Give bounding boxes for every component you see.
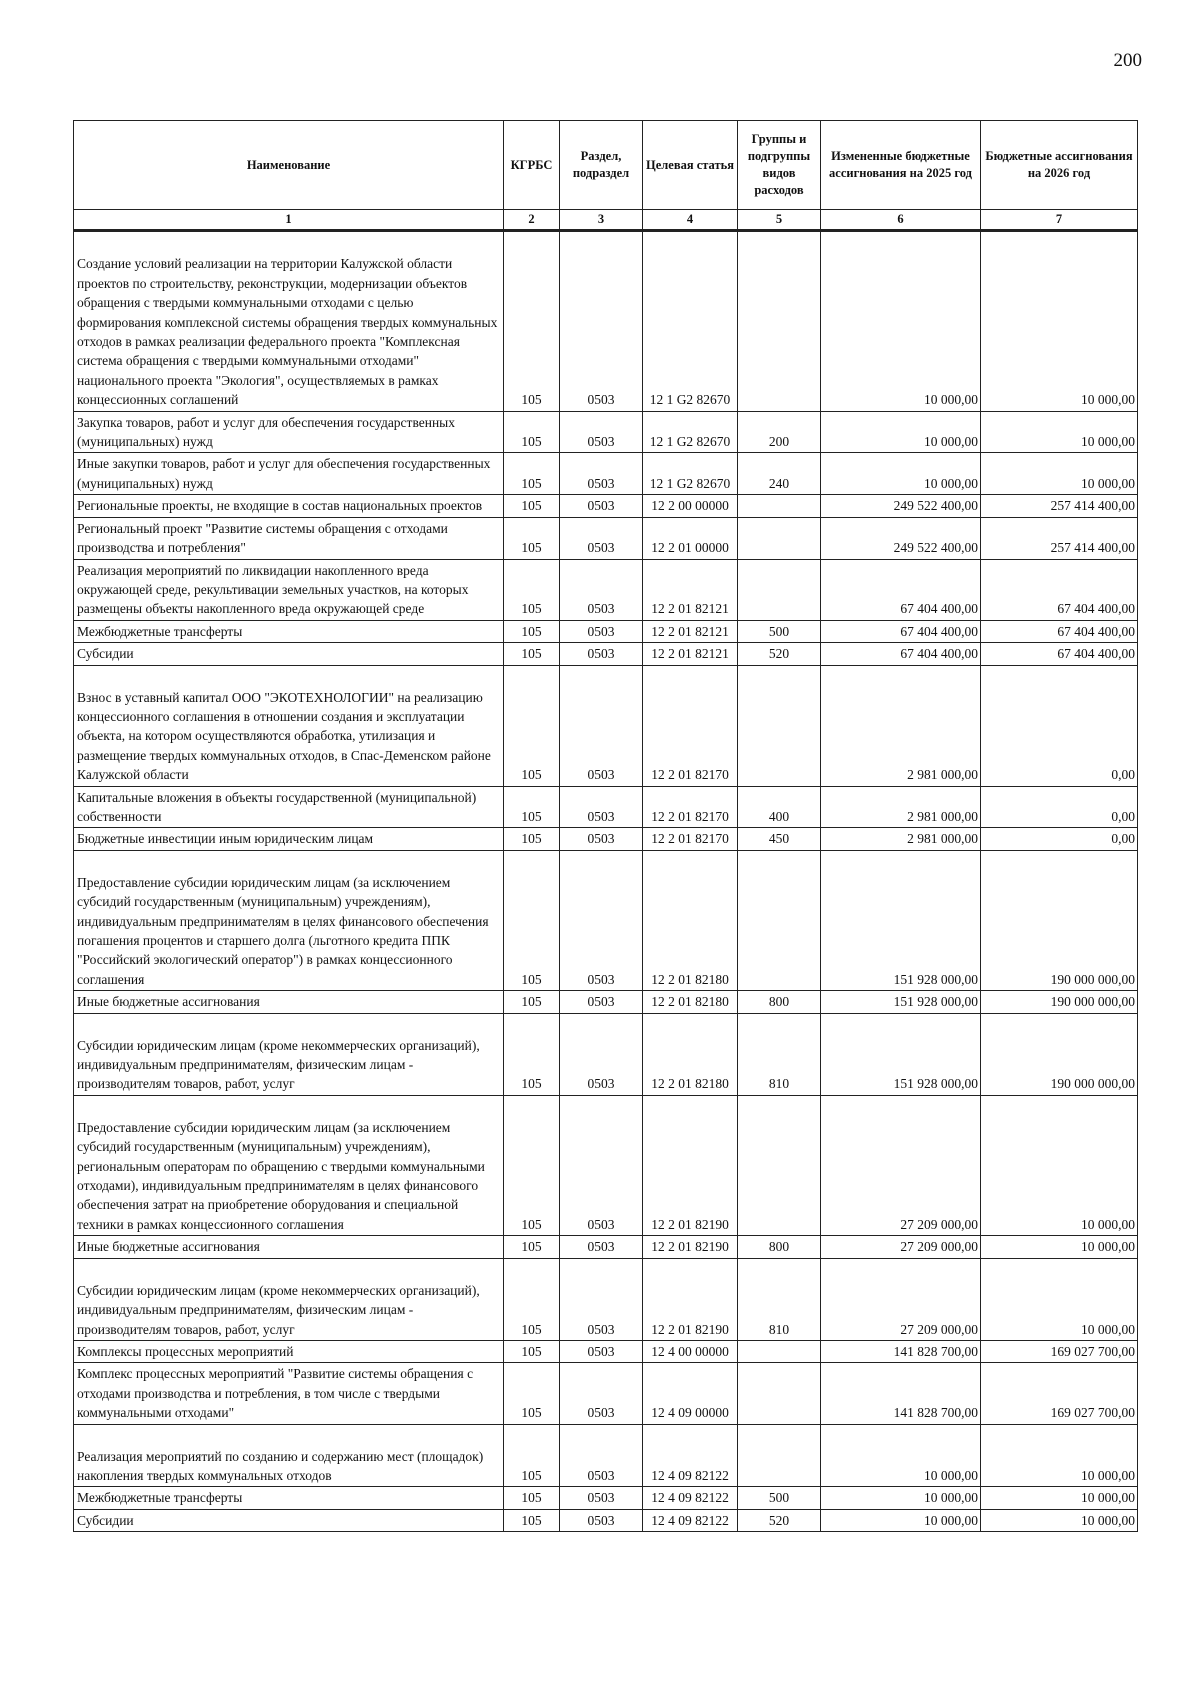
header-name: Наименование <box>74 121 504 210</box>
row-expense-group: 810 <box>738 1258 821 1340</box>
table-row <box>74 1363 1138 1424</box>
row-target-article: 12 2 01 82190 <box>643 1095 738 1235</box>
row-amount-2026: 10 000,00 <box>981 1095 1138 1235</box>
row-expense-group <box>738 231 821 411</box>
row-amount-2025: 10 000,00 <box>821 1509 981 1531</box>
row-expense-group <box>738 850 821 990</box>
row-section: 0503 <box>560 786 643 828</box>
row-kgrbs: 105 <box>504 1095 560 1235</box>
row-target-article: 12 2 01 82180 <box>643 850 738 990</box>
row-target-article: 12 2 01 82180 <box>643 1013 738 1095</box>
row-target-article: 12 2 01 00000 <box>643 517 738 559</box>
row-target-article: 12 2 01 82170 <box>643 786 738 828</box>
row-amount-2026: 190 000 000,00 <box>981 850 1138 990</box>
row-section: 0503 <box>560 495 643 517</box>
row-name: Иные бюджетные ассигнования <box>74 991 504 1013</box>
row-amount-2025: 151 928 000,00 <box>821 850 981 990</box>
row-target-article: 12 4 09 82122 <box>643 1424 738 1487</box>
row-section: 0503 <box>560 850 643 990</box>
row-amount-2026: 10 000,00 <box>981 231 1138 411</box>
row-kgrbs: 105 <box>504 828 560 850</box>
row-name: Предоставление субсидии юридическим лицам (за исключением субсидий государственным (муниципальным) учреждениям), индивидуальным предпринимателям в целях финансового обеспечения погашения процентов и старшего долга (льготного кредита ППК "Российский экологический оператор") в рамках концессионного соглашения <box>74 850 504 990</box>
row-name: Капитальные вложения в объекты государственной (муниципальной) собственности <box>74 786 504 828</box>
row-amount-2026: 257 414 400,00 <box>981 495 1138 517</box>
row-amount-2026: 169 027 700,00 <box>981 1363 1138 1424</box>
row-amount-2025: 141 828 700,00 <box>821 1340 981 1362</box>
row-kgrbs: 105 <box>504 1258 560 1340</box>
table-body <box>74 231 1138 1532</box>
row-name: Субсидии <box>74 643 504 665</box>
row-kgrbs: 105 <box>504 517 560 559</box>
row-amount-2025: 2 981 000,00 <box>821 828 981 850</box>
row-name: Межбюджетные трансферты <box>74 1487 504 1509</box>
row-amount-2026: 10 000,00 <box>981 453 1138 495</box>
row-name: Субсидии <box>74 1509 504 1531</box>
row-section: 0503 <box>560 1013 643 1095</box>
row-amount-2026: 67 404 400,00 <box>981 559 1138 620</box>
table-row <box>74 786 1138 828</box>
row-target-article: 12 4 09 82122 <box>643 1487 738 1509</box>
row-target-article: 12 2 00 00000 <box>643 495 738 517</box>
row-section: 0503 <box>560 411 643 453</box>
row-kgrbs: 105 <box>504 495 560 517</box>
column-number: 1 <box>74 210 504 231</box>
row-section: 0503 <box>560 559 643 620</box>
row-kgrbs: 105 <box>504 411 560 453</box>
row-name: Создание условий реализации на территории Калужской области проектов по строительству, реконструкции, модернизации объектов обращения с твердыми коммунальными отходами с целью формирования комплексной системы обращения твердых коммунальных отходов в рамках реализации федерального проекта "Комплексная система обращения с твердыми коммунальными отходами" национального проекта "Экология", осуществляемых в рамках концессионных соглашений <box>74 231 504 411</box>
header-section: Раздел, подраздел <box>560 121 643 210</box>
header-allocations-2025: Измененные бюджетные ассигнования на 2025 год <box>821 121 981 210</box>
column-number: 2 <box>504 210 560 231</box>
row-kgrbs: 105 <box>504 1013 560 1095</box>
table-row <box>74 1236 1138 1258</box>
row-amount-2025: 249 522 400,00 <box>821 517 981 559</box>
table-row <box>74 643 1138 665</box>
row-kgrbs: 105 <box>504 1363 560 1424</box>
table-row <box>74 517 1138 559</box>
row-expense-group <box>738 1363 821 1424</box>
row-target-article: 12 2 01 82180 <box>643 991 738 1013</box>
row-target-article: 12 1 G2 82670 <box>643 231 738 411</box>
row-target-article: 12 2 01 82170 <box>643 665 738 786</box>
row-name: Иные бюджетные ассигнования <box>74 1236 504 1258</box>
row-amount-2026: 257 414 400,00 <box>981 517 1138 559</box>
row-amount-2025: 10 000,00 <box>821 453 981 495</box>
row-amount-2026: 10 000,00 <box>981 1236 1138 1258</box>
row-name: Субсидии юридическим лицам (кроме некоммерческих организаций), индивидуальным предпринимателям, физическим лицам - производителям товаров, работ, услуг <box>74 1258 504 1340</box>
row-kgrbs: 105 <box>504 1509 560 1531</box>
row-name: Предоставление субсидии юридическим лицам (за исключением субсидий государственным (муниципальным) учреждениям), региональным операторам по обращению с твердыми коммунальными отходами), индивидуальным предпринимателям в целях финансового обеспечения затрат на приобретение оборудования и специальной техники в рамках концессионного соглашения <box>74 1095 504 1235</box>
row-amount-2025: 151 928 000,00 <box>821 991 981 1013</box>
table-row <box>74 1258 1138 1340</box>
row-kgrbs: 105 <box>504 1424 560 1487</box>
row-kgrbs: 105 <box>504 453 560 495</box>
row-expense-group: 450 <box>738 828 821 850</box>
row-amount-2025: 10 000,00 <box>821 1487 981 1509</box>
row-amount-2026: 10 000,00 <box>981 1509 1138 1531</box>
row-name: Иные закупки товаров, работ и услуг для обеспечения государственных (муниципальных) нужд <box>74 453 504 495</box>
row-amount-2026: 67 404 400,00 <box>981 643 1138 665</box>
table-row <box>74 991 1138 1013</box>
row-amount-2025: 249 522 400,00 <box>821 495 981 517</box>
row-expense-group <box>738 517 821 559</box>
column-number: 6 <box>821 210 981 231</box>
row-amount-2025: 67 404 400,00 <box>821 643 981 665</box>
row-kgrbs: 105 <box>504 643 560 665</box>
table-row <box>74 1013 1138 1095</box>
table-row <box>74 1424 1138 1487</box>
table-row <box>74 665 1138 786</box>
row-amount-2025: 67 404 400,00 <box>821 620 981 642</box>
header-expense-groups: Группы и подгруппы видов расходов <box>738 121 821 210</box>
row-amount-2026: 10 000,00 <box>981 1424 1138 1487</box>
row-kgrbs: 105 <box>504 1340 560 1362</box>
row-expense-group: 800 <box>738 1236 821 1258</box>
row-target-article: 12 4 00 00000 <box>643 1340 738 1362</box>
row-name: Бюджетные инвестиции иным юридическим лицам <box>74 828 504 850</box>
table-row <box>74 850 1138 990</box>
row-kgrbs: 105 <box>504 665 560 786</box>
table-row <box>74 828 1138 850</box>
row-expense-group: 240 <box>738 453 821 495</box>
column-number-row <box>74 210 1138 231</box>
row-target-article: 12 2 01 82121 <box>643 620 738 642</box>
row-expense-group <box>738 559 821 620</box>
table-row <box>74 1340 1138 1362</box>
row-name: Закупка товаров, работ и услуг для обеспечения государственных (муниципальных) нужд <box>74 411 504 453</box>
row-section: 0503 <box>560 1487 643 1509</box>
row-name: Региональные проекты, не входящие в состав национальных проектов <box>74 495 504 517</box>
row-section: 0503 <box>560 1236 643 1258</box>
row-section: 0503 <box>560 1258 643 1340</box>
row-expense-group <box>738 1095 821 1235</box>
row-section: 0503 <box>560 828 643 850</box>
row-target-article: 12 1 G2 82670 <box>643 411 738 453</box>
row-target-article: 12 2 01 82121 <box>643 559 738 620</box>
row-amount-2025: 67 404 400,00 <box>821 559 981 620</box>
row-amount-2026: 67 404 400,00 <box>981 620 1138 642</box>
row-amount-2026: 10 000,00 <box>981 1487 1138 1509</box>
row-kgrbs: 105 <box>504 1236 560 1258</box>
row-expense-group <box>738 1340 821 1362</box>
row-name: Субсидии юридическим лицам (кроме некоммерческих организаций), индивидуальным предпринимателям, физическим лицам - производителям товаров, работ, услуг <box>74 1013 504 1095</box>
row-expense-group: 520 <box>738 643 821 665</box>
row-expense-group: 400 <box>738 786 821 828</box>
table-row <box>74 620 1138 642</box>
row-section: 0503 <box>560 1363 643 1424</box>
table-row <box>74 231 1138 411</box>
row-name: Взнос в уставный капитал ООО "ЭКОТЕХНОЛОГИИ" на реализацию концессионного соглашения в отношении создания и эксплуатации объекта, на котором осуществляются обработка, утилизация и размещение твердых коммунальных отходов, в Спас-Деменском районе Калужской области <box>74 665 504 786</box>
table-row <box>74 1487 1138 1509</box>
table-header-row <box>74 121 1138 210</box>
row-section: 0503 <box>560 453 643 495</box>
budget-allocation-table <box>73 120 1138 1532</box>
row-expense-group: 520 <box>738 1509 821 1531</box>
table-row <box>74 1095 1138 1235</box>
row-kgrbs: 105 <box>504 620 560 642</box>
header-kgrbs: КГРБС <box>504 121 560 210</box>
row-amount-2025: 10 000,00 <box>821 231 981 411</box>
column-number: 7 <box>981 210 1138 231</box>
row-amount-2026: 10 000,00 <box>981 411 1138 453</box>
row-expense-group <box>738 1424 821 1487</box>
row-target-article: 12 4 09 82122 <box>643 1509 738 1531</box>
row-expense-group: 800 <box>738 991 821 1013</box>
row-section: 0503 <box>560 231 643 411</box>
row-kgrbs: 105 <box>504 991 560 1013</box>
row-amount-2025: 27 209 000,00 <box>821 1095 981 1235</box>
table-row <box>74 453 1138 495</box>
row-expense-group <box>738 495 821 517</box>
table-row <box>74 1509 1138 1531</box>
row-target-article: 12 2 01 82190 <box>643 1236 738 1258</box>
row-target-article: 12 2 01 82170 <box>643 828 738 850</box>
row-section: 0503 <box>560 665 643 786</box>
row-amount-2026: 10 000,00 <box>981 1258 1138 1340</box>
row-amount-2026: 190 000 000,00 <box>981 1013 1138 1095</box>
row-target-article: 12 2 01 82190 <box>643 1258 738 1340</box>
row-amount-2025: 27 209 000,00 <box>821 1258 981 1340</box>
row-amount-2026: 0,00 <box>981 828 1138 850</box>
row-section: 0503 <box>560 643 643 665</box>
row-section: 0503 <box>560 1095 643 1235</box>
page-number: 200 <box>1113 50 1142 71</box>
row-amount-2025: 10 000,00 <box>821 1424 981 1487</box>
header-target-article: Целевая статья <box>643 121 738 210</box>
table-row <box>74 559 1138 620</box>
row-kgrbs: 105 <box>504 850 560 990</box>
row-amount-2026: 0,00 <box>981 786 1138 828</box>
row-amount-2026: 169 027 700,00 <box>981 1340 1138 1362</box>
header-allocations-2026: Бюджетные ассигнования на 2026 год <box>981 121 1138 210</box>
row-amount-2025: 10 000,00 <box>821 411 981 453</box>
row-name: Комплексы процессных мероприятий <box>74 1340 504 1362</box>
row-expense-group: 500 <box>738 1487 821 1509</box>
row-section: 0503 <box>560 991 643 1013</box>
row-target-article: 12 4 09 00000 <box>643 1363 738 1424</box>
row-expense-group <box>738 665 821 786</box>
column-number: 3 <box>560 210 643 231</box>
column-number: 4 <box>643 210 738 231</box>
row-amount-2025: 151 928 000,00 <box>821 1013 981 1095</box>
row-amount-2025: 27 209 000,00 <box>821 1236 981 1258</box>
row-section: 0503 <box>560 517 643 559</box>
row-name: Межбюджетные трансферты <box>74 620 504 642</box>
row-amount-2025: 141 828 700,00 <box>821 1363 981 1424</box>
row-amount-2025: 2 981 000,00 <box>821 665 981 786</box>
row-expense-group: 500 <box>738 620 821 642</box>
row-expense-group: 810 <box>738 1013 821 1095</box>
row-section: 0503 <box>560 1340 643 1362</box>
row-kgrbs: 105 <box>504 231 560 411</box>
row-amount-2026: 0,00 <box>981 665 1138 786</box>
table-row <box>74 495 1138 517</box>
row-section: 0503 <box>560 620 643 642</box>
row-name: Реализация мероприятий по созданию и содержанию мест (площадок) накопления твердых коммунальных отходов <box>74 1424 504 1487</box>
row-section: 0503 <box>560 1424 643 1487</box>
row-target-article: 12 2 01 82121 <box>643 643 738 665</box>
row-kgrbs: 105 <box>504 1487 560 1509</box>
row-name: Реализация мероприятий по ликвидации накопленного вреда окружающей среде, рекультивации земельных участков, на которых размещены объекты накопленного вреда окружающей среде <box>74 559 504 620</box>
row-amount-2025: 2 981 000,00 <box>821 786 981 828</box>
column-number: 5 <box>738 210 821 231</box>
row-expense-group: 200 <box>738 411 821 453</box>
row-kgrbs: 105 <box>504 559 560 620</box>
row-amount-2026: 190 000 000,00 <box>981 991 1138 1013</box>
row-name: Региональный проект "Развитие системы обращения с отходами производства и потребления" <box>74 517 504 559</box>
row-section: 0503 <box>560 1509 643 1531</box>
row-kgrbs: 105 <box>504 786 560 828</box>
row-name: Комплекс процессных мероприятий "Развитие системы обращения с отходами производства и потребления, в том числе с твердыми коммунальными отходами" <box>74 1363 504 1424</box>
table-row <box>74 411 1138 453</box>
row-target-article: 12 1 G2 82670 <box>643 453 738 495</box>
